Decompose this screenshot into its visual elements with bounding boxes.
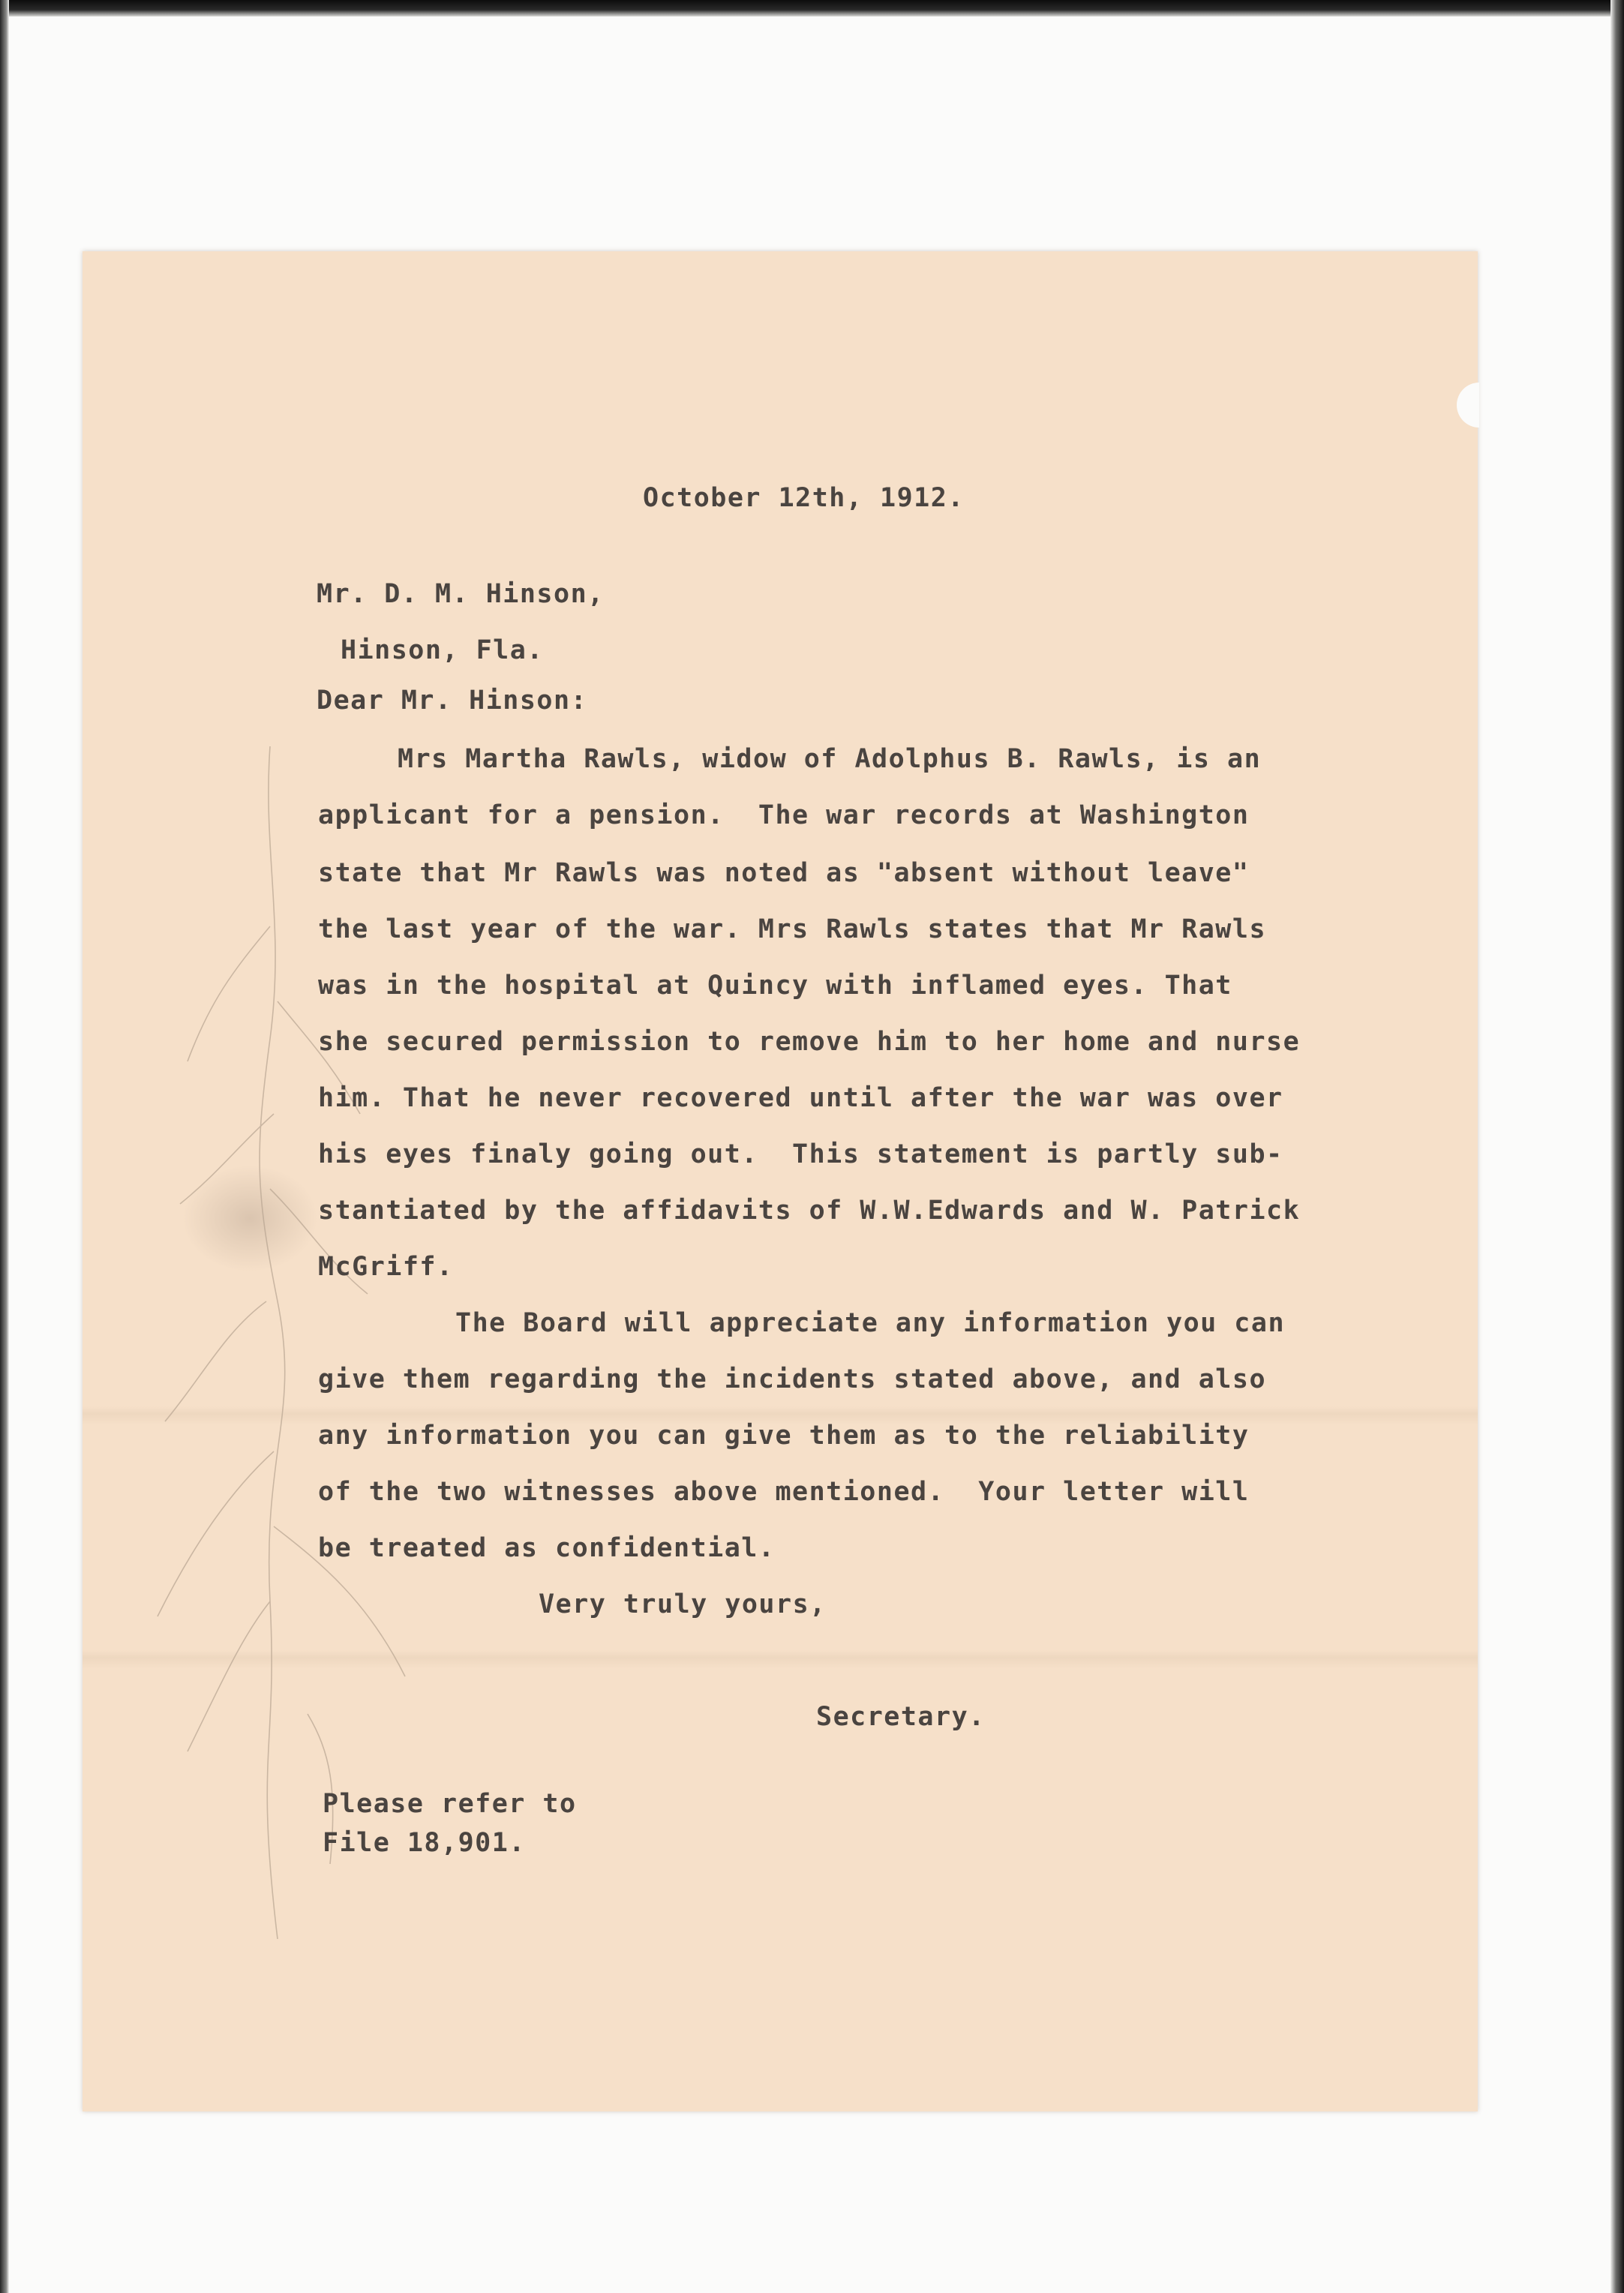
- paragraph-1-line: him. That he never recovered until after the war was over: [318, 1083, 1283, 1113]
- signature-title: Secretary.: [816, 1702, 986, 1732]
- paragraph-1-line: she secured permission to remove him to her home and nurse: [318, 1027, 1301, 1057]
- paragraph-1-line: McGriff.: [318, 1252, 454, 1282]
- scan-left-border: [0, 0, 9, 2293]
- paragraph-1-line: was in the hospital at Quincy with inflamed eyes. That: [318, 971, 1232, 1001]
- paragraph-2-line: give them regarding the incidents stated above, and also: [318, 1364, 1267, 1394]
- paragraph-2-line: of the two witnesses above mentioned. Your letter will: [318, 1477, 1250, 1507]
- file-reference-line-1: Please refer to: [323, 1789, 577, 1819]
- paragraph-1-line: stantiated by the affidavits of W.W.Edwards and W. Patrick: [318, 1196, 1301, 1226]
- salutation: Dear Mr. Hinson:: [317, 686, 588, 716]
- file-reference-line-2: File 18,901.: [323, 1828, 526, 1858]
- closing: Very truly yours,: [539, 1589, 827, 1619]
- recipient-place: Hinson, Fla.: [341, 635, 544, 665]
- paragraph-1-line: his eyes finaly going out. This statement is partly sub-: [318, 1139, 1283, 1169]
- recipient-name: Mr. D. M. Hinson,: [317, 579, 605, 609]
- paragraph-1-line: applicant for a pension. The war records at Washington: [318, 800, 1250, 830]
- letter-sheet: [83, 251, 1478, 2111]
- paragraph-2-line: be treated as confidential.: [318, 1533, 776, 1563]
- paragraph-2-line: any information you can give them as to the reliability: [318, 1421, 1250, 1451]
- paragraph-1-line: state that Mr Rawls was noted as "absent without leave": [318, 858, 1250, 888]
- scan-top-border: [0, 0, 1624, 17]
- scan-right-border: [1610, 0, 1624, 2293]
- paper-stain-lines: [83, 251, 1478, 2111]
- paragraph-1-line: the last year of the war. Mrs Rawls states that Mr Rawls: [318, 914, 1267, 944]
- letter-date: October 12th, 1912.: [643, 483, 965, 513]
- paragraph-1-line: Mrs Martha Rawls, widow of Adolphus B. Rawls, is an: [398, 744, 1262, 774]
- paragraph-2-line: The Board will appreciate any information you can: [455, 1308, 1286, 1338]
